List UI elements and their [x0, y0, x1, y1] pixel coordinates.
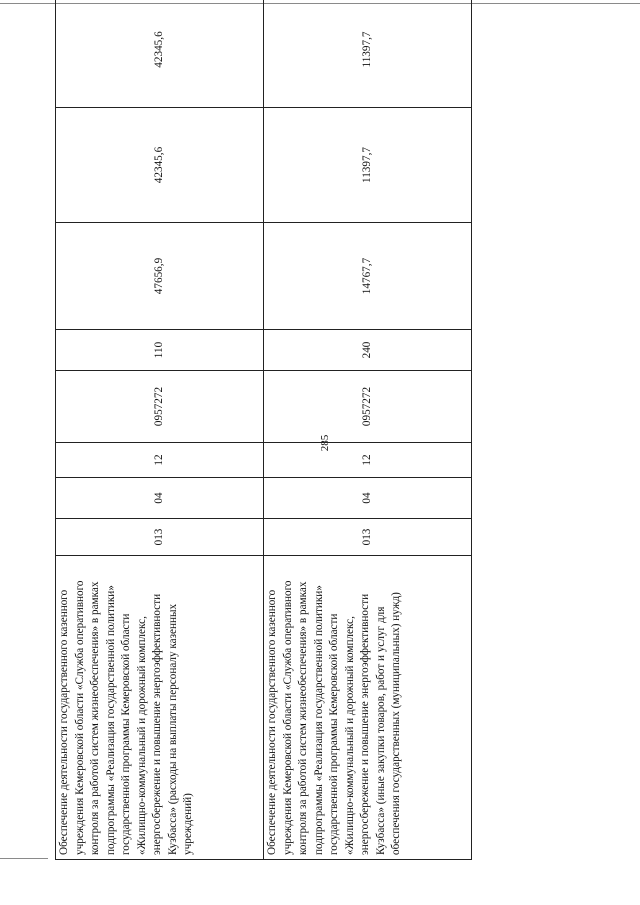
row-description: Обеспечение деятельности государственного казенного учреждения Кемеровской области «Служба оперативного контроля за работой систем жизнеобеспечения» в рамках подпрограммы «Реализация государственной политики» государственной программы Кемеровской области «Жилищно-коммунальный и дорожный комплекс, энергосбережение и повышение энергоэффективности Кузбасса» (расходы на выплаты персоналу казенных учреждений) [56, 556, 264, 860]
amount-1: 47656,9 [56, 223, 264, 330]
budget-table-container [55, 31, 468, 860]
table-row [56, 0, 264, 860]
amount-1: 14767,7 [264, 223, 472, 330]
expense-kind-code: 240 [264, 330, 472, 371]
article-code: 0957272 [264, 371, 472, 443]
section-code: 04 [264, 478, 472, 519]
table-row [264, 0, 472, 860]
amount-2: 11397,7 [264, 108, 472, 223]
amount-3: 42345,6 [56, 0, 264, 108]
budget-table-rotated [55, 31, 468, 860]
bottom-left-divider [0, 858, 48, 859]
amount-3: 11397,7 [264, 0, 472, 108]
section-code: 04 [56, 478, 264, 519]
budget-table [55, 0, 472, 860]
org-code: 013 [56, 519, 264, 556]
org-code: 013 [264, 519, 472, 556]
expense-kind-code: 110 [56, 330, 264, 371]
subsection-code: 12 [56, 443, 264, 478]
amount-2: 42345,6 [56, 108, 264, 223]
row-description: Обеспечение деятельности государственного казенного учреждения Кемеровской области «Служба оперативного контроля за работой систем жизнеобеспечения» в рамках подпрограммы «Реализация государственной политики» государственной программы Кемеровской области «Жилищно-коммунальный и дорожный комплекс, энергосбережение и повышение энергоэффективности Кузбасса» (иные закупки товаров, работ и услуг для обеспечения государственных (муниципальных) нужд) [264, 556, 472, 860]
article-code: 0957272 [56, 371, 264, 443]
subsection-code: 12 [264, 443, 472, 478]
page-number: 285 [319, 434, 331, 452]
